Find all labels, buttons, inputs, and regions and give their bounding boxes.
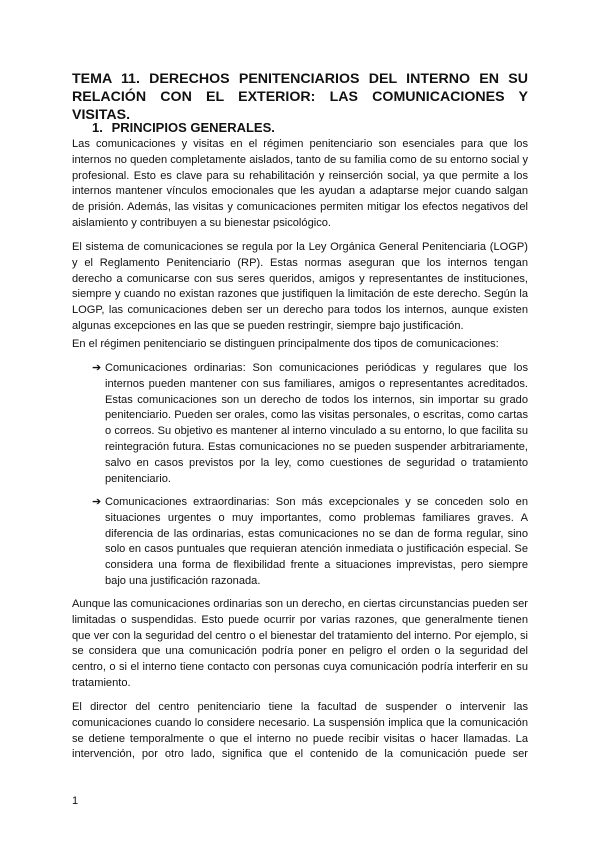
list-item-text: Comunicaciones ordinarias: Son comunicaciones periódicas y regulares que los internos pueden mantener con sus familiares, amigos o representantes acreditados. Estas comunicaciones son un derecho de todos los internos, sin importar su grado penitenciario. Pueden ser orales, como las visitas personales, o escritas, como cartas o correos. Su objetivo es mantener al interno vinculado a su entorno, lo que facilita su reintegración futura. Estas comunicaciones no se pueden suspender arbitrariamente, salvo en casos previstos por la ley, como cuestiones de seguridad o tratamiento penitenciario. [105,362,528,485]
paragraph: Las comunicaciones y visitas en el régimen penitenciario son esenciales para que los internos no queden completamente aislados, tanto de su familia como de su entorno social y profesional. Esto es clave para su rehabilitación y reinserción social, ya que permite a los internos mantener vínculos emocionales que les ayudan a adaptarse mejor cuando salgan de prisión. Además, las visitas y comunicaciones permiten mitigar los efectos negativos del aislamiento y contribuyen a su bienestar psicológico. [72,138,528,229]
paragraph: El sistema de comunicaciones se regula por la Ley Orgánica General Penitenciaria (LOGP) y el Reglamento Penitenciario (RP). Estas normas aseguran que los internos tengan derecho a comunicarse con sus seres queridos, amigos y representantes de instituciones, siempre y cuando no existan razones que justifiquen la limitación de este derecho. Según la LOGP, las comunicaciones deben ser un derecho para todos los internos, aunque existen algunas excepciones en las que se pueden restringir, siempre bajo justificación. [72,241,528,332]
section-heading-text: PRINCIPIOS GENERALES. [111,120,275,135]
paragraph: Aunque las comunicaciones ordinarias son un derecho, en ciertas circunstancias pueden ser limitadas o suspendidas. Esto puede ocurrir por varias razones, que generalmente tienen que ver con la seguridad del centro o el bienestar del tratamiento del interno. Por ejemplo, si se considera que una comunicación podría poner en peligro el orden o la seguridad del centro, o si el interno tiene contacto con personas cuya comunicación podría interferir en su tratamiento. [72,598,528,689]
list-item-text: Comunicaciones extraordinarias: Son más excepcionales y se conceden solo en situaciones urgentes o muy importantes, como problemas familiares graves. A diferencia de las ordinarias, estas comunicaciones no se dan de forma regular, sino solo en casos puntuales que requieran atención inmediata o justificación especial. Se considera una forma de flexibilidad frente a situaciones imprevistas, pero siempre bajo una justificación razonada. [105,496,528,587]
section-number: 1. [92,120,103,135]
document-title: TEMA 11. DERECHOS PENITENCIARIOS DEL INTERNO EN SU RELACIÓN CON EL EXTERIOR: LAS COMUNICACIONES Y VISITAS. [72,71,528,123]
paragraph: En el régimen penitenciario se distinguen principalmente dos tipos de comunicaciones: [72,338,499,350]
arrow-bullet-icon: ➔ [92,496,102,508]
paragraph: El director del centro penitenciario tiene la facultad de suspender o intervenir las comunicaciones cuando lo considere necesario. La suspensión implica que la comunicación se detiene temporalmente o que el interno no puede recibir visitas o hacer llamadas. La intervención, por otro lado, significa que el contenido de la comunicación puede ser [72,701,528,761]
list-item [92,495,528,590]
section-heading [92,120,275,135]
arrow-bullet-icon: ➔ [92,362,102,374]
page-number: 1 [72,795,79,807]
list-item [92,361,528,487]
